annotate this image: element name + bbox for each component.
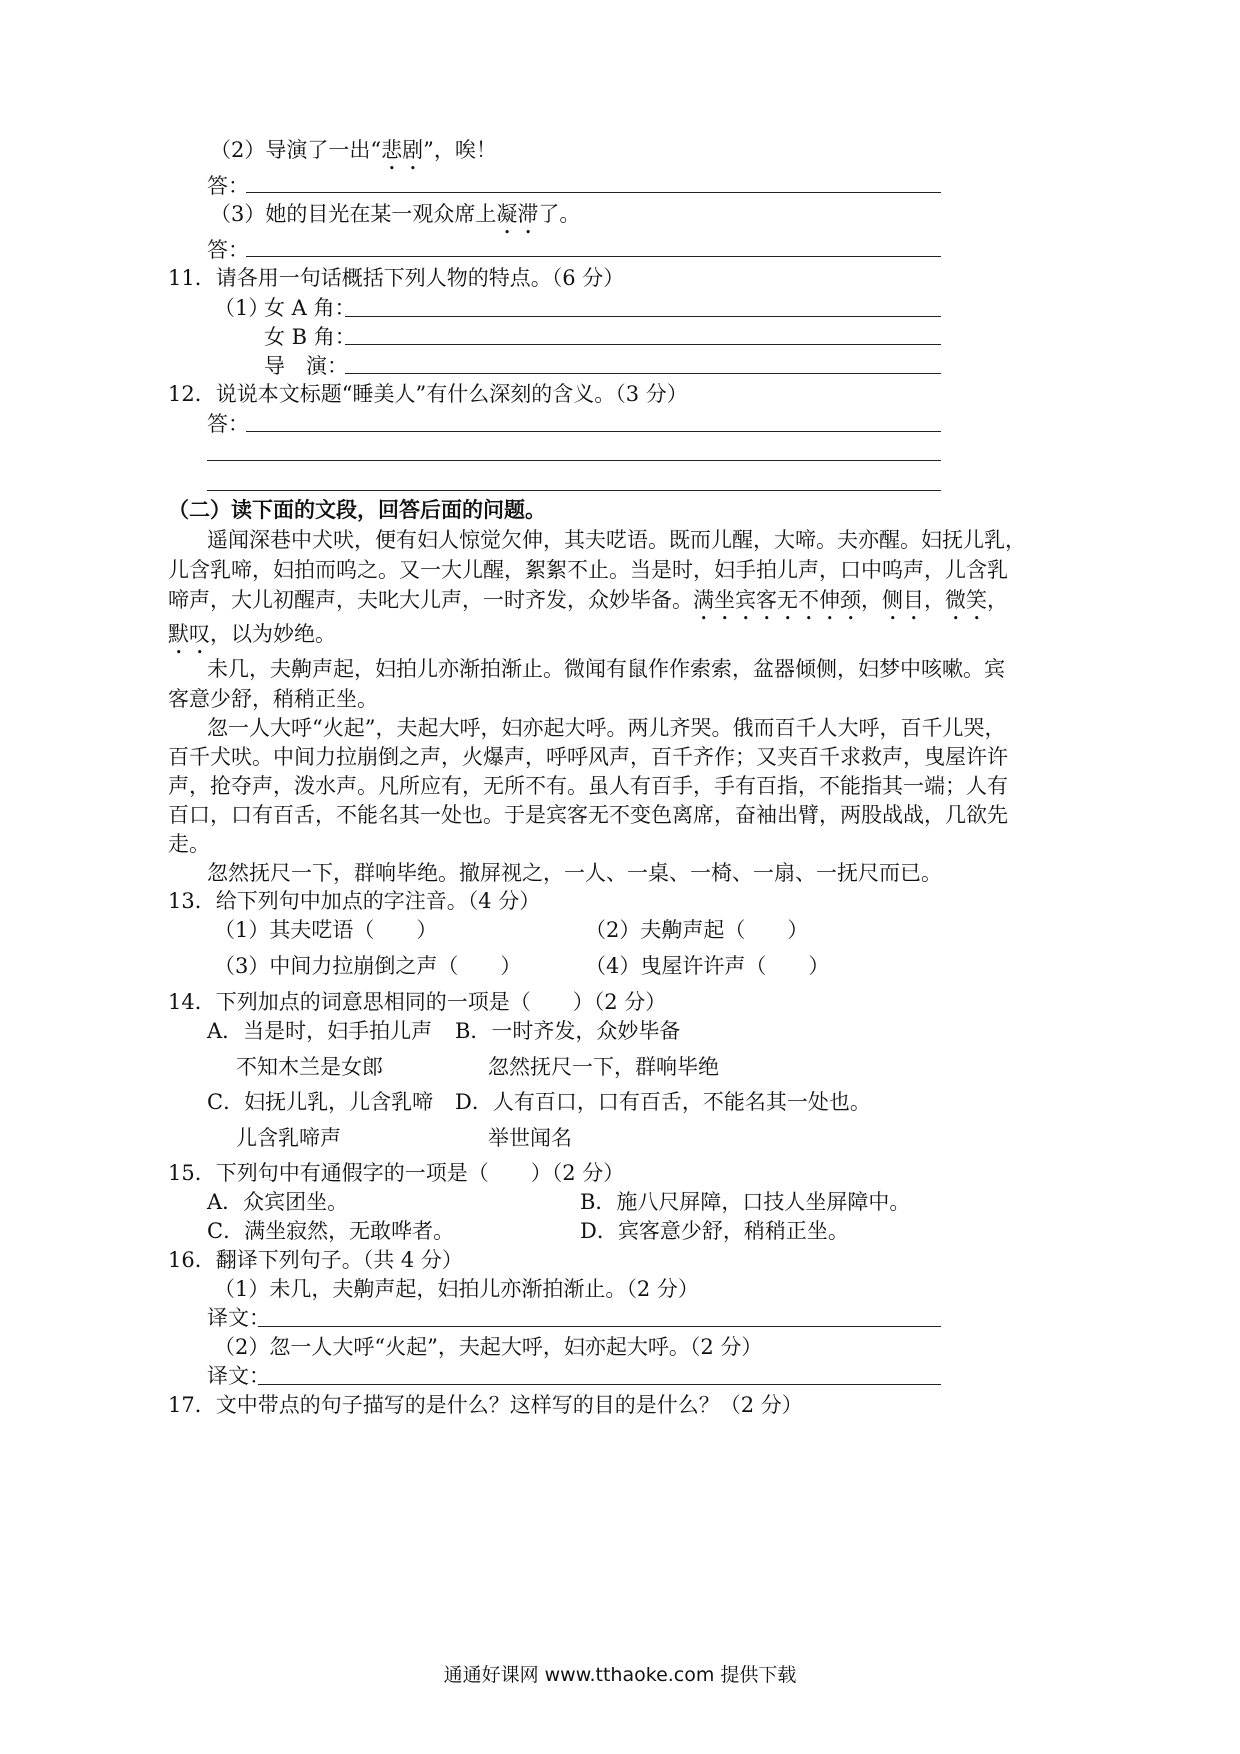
dotted-word: 凝滞 — [496, 202, 539, 226]
answer-label: 答： — [207, 412, 249, 436]
answer-label: 答： — [207, 238, 249, 262]
q13-stem: 13．给下列句中加点的字注音。（4 分） — [168, 889, 541, 913]
q16-stem: 16．翻译下列句子。（共 4 分） — [168, 1248, 463, 1272]
q11-stem: 11．请各用一句话概括下列人物的特点。（6 分） — [168, 266, 625, 290]
passage-line: 啼声，大儿初醒声，夫叱大儿声，一时齐发，众妙毕备。满坐宾客无不伸颈，侧目，微笑， — [168, 588, 1008, 612]
q17-stem: 17．文中带点的句子描写的是什么？这样写的目的是什么？（2 分） — [168, 1393, 803, 1417]
footer-text: 通通好课网 www.tthaoke.com 提供下载 — [443, 1664, 797, 1686]
q12-stem: 12．说说本文标题“睡美人”有什么深刻的含义。（3 分） — [168, 382, 688, 406]
q15-option-d: D．宾客意少舒，稍稍正坐。 — [580, 1219, 849, 1243]
q10-item-2: （2）导演了一出“悲剧”，唉！ — [210, 138, 497, 162]
passage-line: 百口，口有百舌，不能名其一处也。于是宾客无不变色离席，奋袖出臂，两股战战，几欲先 — [168, 803, 1008, 827]
section-heading: （二）读下面的文段，回答后面的问题。 — [168, 497, 546, 522]
q14-option-c-line2: 儿含乳啼声 — [236, 1126, 341, 1150]
translation-label: 译文： — [207, 1364, 270, 1388]
q14-option-a-line2: 不知木兰是女郎 — [236, 1055, 383, 1079]
answer-line — [345, 344, 941, 345]
q13-option-2: （2）夫齁声起（ ） — [585, 918, 809, 942]
q13-option-3: （3）中间力拉崩倒之声（ ） — [214, 954, 522, 978]
passage-line: 儿含乳啼，妇拍而呜之。又一大儿醒，絮絮不止。当是时，妇手拍儿声，口中呜声，儿含乳 — [168, 558, 1008, 582]
answer-line — [345, 316, 941, 317]
q16-sentence-1: （1）未几，夫齁声起，妇拍儿亦渐拍渐止。（2 分） — [214, 1277, 699, 1301]
dotted-sentence: 满坐宾客无不伸颈，侧目，微笑， — [693, 588, 1008, 612]
passage-line: 默叹，以为妙绝。 — [168, 622, 336, 646]
q15-option-a: A．众宾团坐。 — [207, 1190, 349, 1214]
answer-line — [207, 490, 941, 491]
answer-line — [246, 256, 941, 257]
q14-stem: 14．下列加点的词意思相同的一项是（ ）（2 分） — [168, 990, 667, 1014]
passage-line: 客意少舒，稍稍正坐。 — [168, 687, 378, 711]
q11-label-a: 女 A 角： — [264, 296, 356, 320]
q11-label-b: 女 B 角： — [264, 325, 356, 349]
passage-line: 忽然抚尺一下，群响毕绝。撤屏视之，一人、一桌、一椅、一扇、一抚尺而已。 — [207, 861, 942, 885]
q14-option-b-line2: 忽然抚尺一下，群响毕绝 — [488, 1055, 719, 1079]
translation-label: 译文： — [207, 1306, 270, 1330]
q13-option-1: （1）其夫呓语（ ） — [214, 918, 438, 942]
dotted-word: 悲剧 — [381, 138, 424, 162]
q14-option-d-line2: 举世闻名 — [488, 1126, 572, 1150]
passage-line: 声，抢夺声，泼水声。凡所应有，无所不有。虽人有百手，手有百指，不能指其一端；人有 — [168, 774, 1008, 798]
passage-line: 百千犬吠。中间力拉崩倒之声，火爆声，呼呼风声，百千齐作；又夹百千求救声，曳屋许许 — [168, 745, 1008, 769]
q14-option-d: D．人有百口，口有百舌，不能名其一处也。 — [455, 1090, 871, 1114]
passage-line: 忽一人大呼“火起”，夫起大呼，妇亦起大呼。两儿齐哭。俄而百千人大呼，百千儿哭， — [207, 716, 1006, 740]
answer-line — [246, 431, 941, 432]
q11-sub1-num: （1） — [214, 296, 270, 320]
q15-option-b: B．施八尺屏障，口技人坐屏障中。 — [580, 1190, 911, 1214]
answer-label: 答： — [207, 174, 249, 198]
q16-sentence-2: （2）忽一人大呼“火起”，夫起大呼，妇亦起大呼。（2 分） — [214, 1335, 763, 1359]
passage-line: 遥闻深巷中犬吠，便有妇人惊觉欠伸，其夫呓语。既而儿醒，大啼。夫亦醒。妇抚儿乳， — [207, 528, 1026, 552]
passage-line: 未几，夫齁声起，妇拍儿亦渐拍渐止。微闻有鼠作作索索，盆器倾侧，妇梦中咳嗽。宾 — [207, 657, 1005, 681]
q13-option-4: （4）曳屋许许声（ ） — [585, 954, 830, 978]
q11-label-director: 导 演： — [264, 354, 348, 378]
answer-line — [207, 460, 941, 461]
q10-item-3: （3）她的目光在某一观众席上凝滞了。 — [210, 202, 581, 226]
dotted-sentence: 默叹 — [168, 622, 210, 646]
passage-line: 走。 — [168, 832, 210, 856]
answer-line — [246, 192, 941, 193]
q15-stem: 15．下列句中有通假字的一项是（ ）（2 分） — [168, 1161, 625, 1185]
answer-line — [258, 1326, 941, 1327]
q14-option-b: B．一时齐发，众妙毕备 — [455, 1019, 681, 1043]
answer-line — [345, 373, 941, 374]
q15-option-c: C．满坐寂然，无敢哗者。 — [207, 1219, 455, 1243]
answer-line — [258, 1384, 941, 1385]
q14-option-c: C．妇抚儿乳，儿含乳啼 — [207, 1090, 434, 1114]
q14-option-a: A．当是时，妇手拍儿声 — [207, 1019, 433, 1043]
